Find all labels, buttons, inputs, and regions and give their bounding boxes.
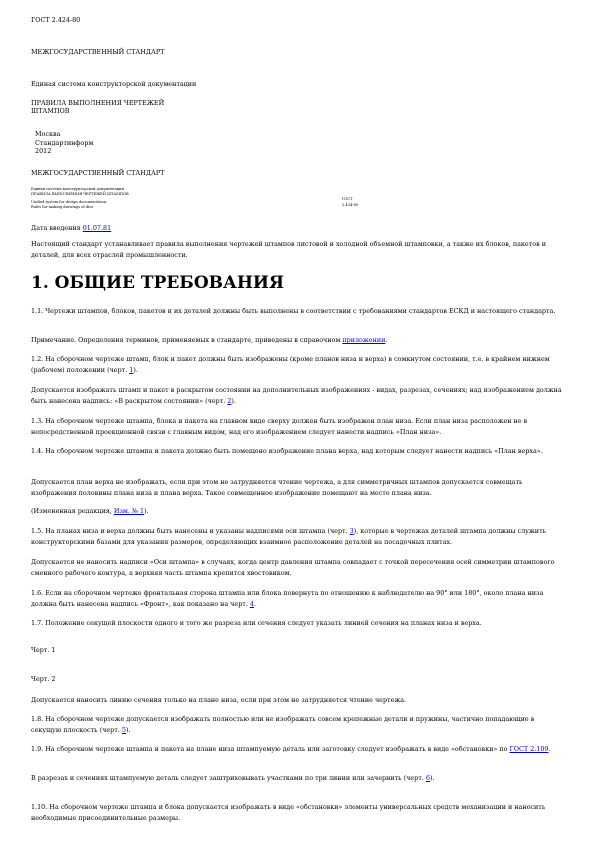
title-block-line: Rules for making drawings of dies: [31, 205, 94, 209]
figure-caption-2: Черт. 2: [31, 675, 56, 683]
drawing-5-link[interactable]: 5: [121, 725, 126, 734]
drawing-1-link[interactable]: 1: [129, 365, 134, 374]
title-block-code: ГОСТ: [342, 197, 353, 201]
paragraph-1-5: 1.5. На планах низа и верха должны быть нанесены и указаны надписями оси штампа (черт. 3), которые в чертежах деталей штампа должны служить конструкторскими базами для указания размеров, определяющих взаимное расположение деталей на посадочных плитах.: [31, 527, 547, 546]
title-block-line: ПРАВИЛА ВЫПОЛНЕНИЯ ЧЕРТЕЖЕЙ ШТАМПОВ: [31, 192, 129, 196]
paragraph-axes: Допускается не наносить надписи «Оси штампа» в случаях, когда центр давления штампа совпадает с точкой пересечения осей симметрии штампового сменного рабочего контура, а верхняя часть штампа крепится хвостовиком.: [31, 558, 555, 577]
paragraph-1-8: 1.8. На сборочном чертеже допускается изображать полностью или не изображать совсем крепежные детали и пружины, частично попадающие в секущую плоскость (черт. 5).: [31, 715, 535, 734]
paragraph-1-3: 1.3. На сборочном чертеже штампа, блока и пакета на главном виде сверху должен быть изображен план низа. Если план низа расположен не в непосредственной проекционной связи с главным видом, над его изображением следует нанести надпись «План низа».: [31, 417, 528, 436]
paragraph-1-2: 1.2. На сборочном чертеже штамп, блок и пакет должны быть изображены (кроме планов низа и верха) в сомкнутом состоянии, т.е. в крайнем нижнем (рабочем) положении (черт. 1).: [31, 355, 550, 374]
paragraph-open-state: Допускается изображать штамп и пакет в раскрытом состоянии на дополнительных изображениях - видах, разрезах, сечениях; над изображением должна быть нанесена надпись: «В раскрытом состоянии» (черт. 2).: [31, 386, 562, 405]
paragraph-1-6: 1.6. Если на сборочном чертеже фронтальная сторона штампа или блока повернута по отношению к наблюдателю на 90° или 180°, около плана низа должна быть нанесена надпись «Фронт», как показано на черт. 4.: [31, 589, 544, 608]
drawing-3-link[interactable]: 3: [349, 527, 354, 535]
appendix-link[interactable]: приложении: [342, 336, 386, 344]
gost-2-109-link[interactable]: ГОСТ 2.109: [509, 745, 549, 753]
standard-code: ГОСТ 2.424-80: [31, 16, 81, 24]
intro-date-label: Дата введения: [31, 224, 81, 232]
year: 2012: [35, 147, 52, 155]
drawing-6-link[interactable]: 6: [425, 774, 430, 782]
figure-caption-1: Черт. 1: [31, 646, 56, 654]
system-name: Единая система конструкторской документации: [31, 80, 197, 88]
paragraph-1-7: 1.7. Положение секущей плоскости одного и того же разреза или сечения следует указать линией сечения на планах низа и верха.: [31, 619, 482, 627]
standard-type-repeat: МЕЖГОСУДАРСТВЕННЫЙ СТАНДАРТ: [31, 169, 165, 177]
paragraph-1-10: 1.10. На сборочном чертеже штампа и блока допускается изображать в виде «обстановки» элементы универсальных средств механизации и наносить необходимые присоединительные размеры.: [31, 803, 546, 822]
note-paragraph: Примечание. Определения терминов, применяемых в стандарте, приведены в справочном приложении.: [31, 336, 388, 344]
paragraph-1-4: 1.4. На сборочном чертеже штампа и пакета должно быть помещено изображение плана верха, над которым следует нанести надпись «План верха».: [31, 447, 543, 455]
paragraph-hatching: В разрезах и сечениях штампуемую деталь следует заштриховывать участками по три линии или зачернить (черт. 6).: [31, 774, 435, 782]
publisher: Стандартинформ: [35, 139, 94, 147]
city: Москва: [35, 130, 61, 138]
paragraph-section-line: Допускается наносить линию сечения только на плане низа, если при этом не затрудняется чтение чертежа.: [31, 696, 407, 704]
revision-note: (Измененная редакция, Изм. № 1).: [31, 507, 149, 515]
paragraph-1-9: 1.9. На сборочном чертеже штампа и пакета на плане низа штампуемую деталь или заготовку следует изображать в виде «обстановки» по ГОСТ 2.109.: [31, 745, 551, 753]
intro-date: [31, 225, 111, 233]
drawing-4-link[interactable]: 4: [249, 599, 254, 608]
amendment-link[interactable]: Изм. № 1: [113, 507, 145, 515]
intro-date-link[interactable]: 01.07.81: [82, 224, 112, 232]
title-block-line: Unified system for design documentation.: [31, 200, 108, 204]
doc-title-line1: ПРАВИЛА ВЫПОЛНЕНИЯ ЧЕРТЕЖЕЙ: [31, 99, 165, 107]
section-heading: 1. ОБЩИЕ ТРЕБОВАНИЯ: [31, 273, 284, 293]
paragraph-combined-plan: Допускается план верха не изображать, если при этом не затрудняется чтение чертежа, а для симметричных штампов допускается совмещать изображения половины плана низа и плана верха. Такое совмещенное изображение помещают на месте плана низа.: [31, 478, 523, 497]
scope-paragraph: Настоящий стандарт устанавливает правила выполнения чертежей штампов листовой и холодной объемной штамповки, а также их блоков, пакетов и деталей, для всех отраслей промышленности.: [31, 240, 546, 259]
standard-type: МЕЖГОСУДАРСТВЕННЫЙ СТАНДАРТ: [31, 48, 165, 56]
doc-title-line2: ШТАМПОВ: [31, 107, 70, 115]
title-block-line: Единая система конструкторской документации: [31, 187, 124, 191]
drawing-2-link[interactable]: 2: [227, 396, 232, 405]
paragraph-1-1: 1.1. Чертежи штампов, блоков, пакетов и их деталей должны быть выполнены в соответствии с требованиями стандартов ЕСКД и настоящего стандарта.: [31, 307, 556, 315]
title-block-code: 2.424-80: [342, 203, 359, 207]
